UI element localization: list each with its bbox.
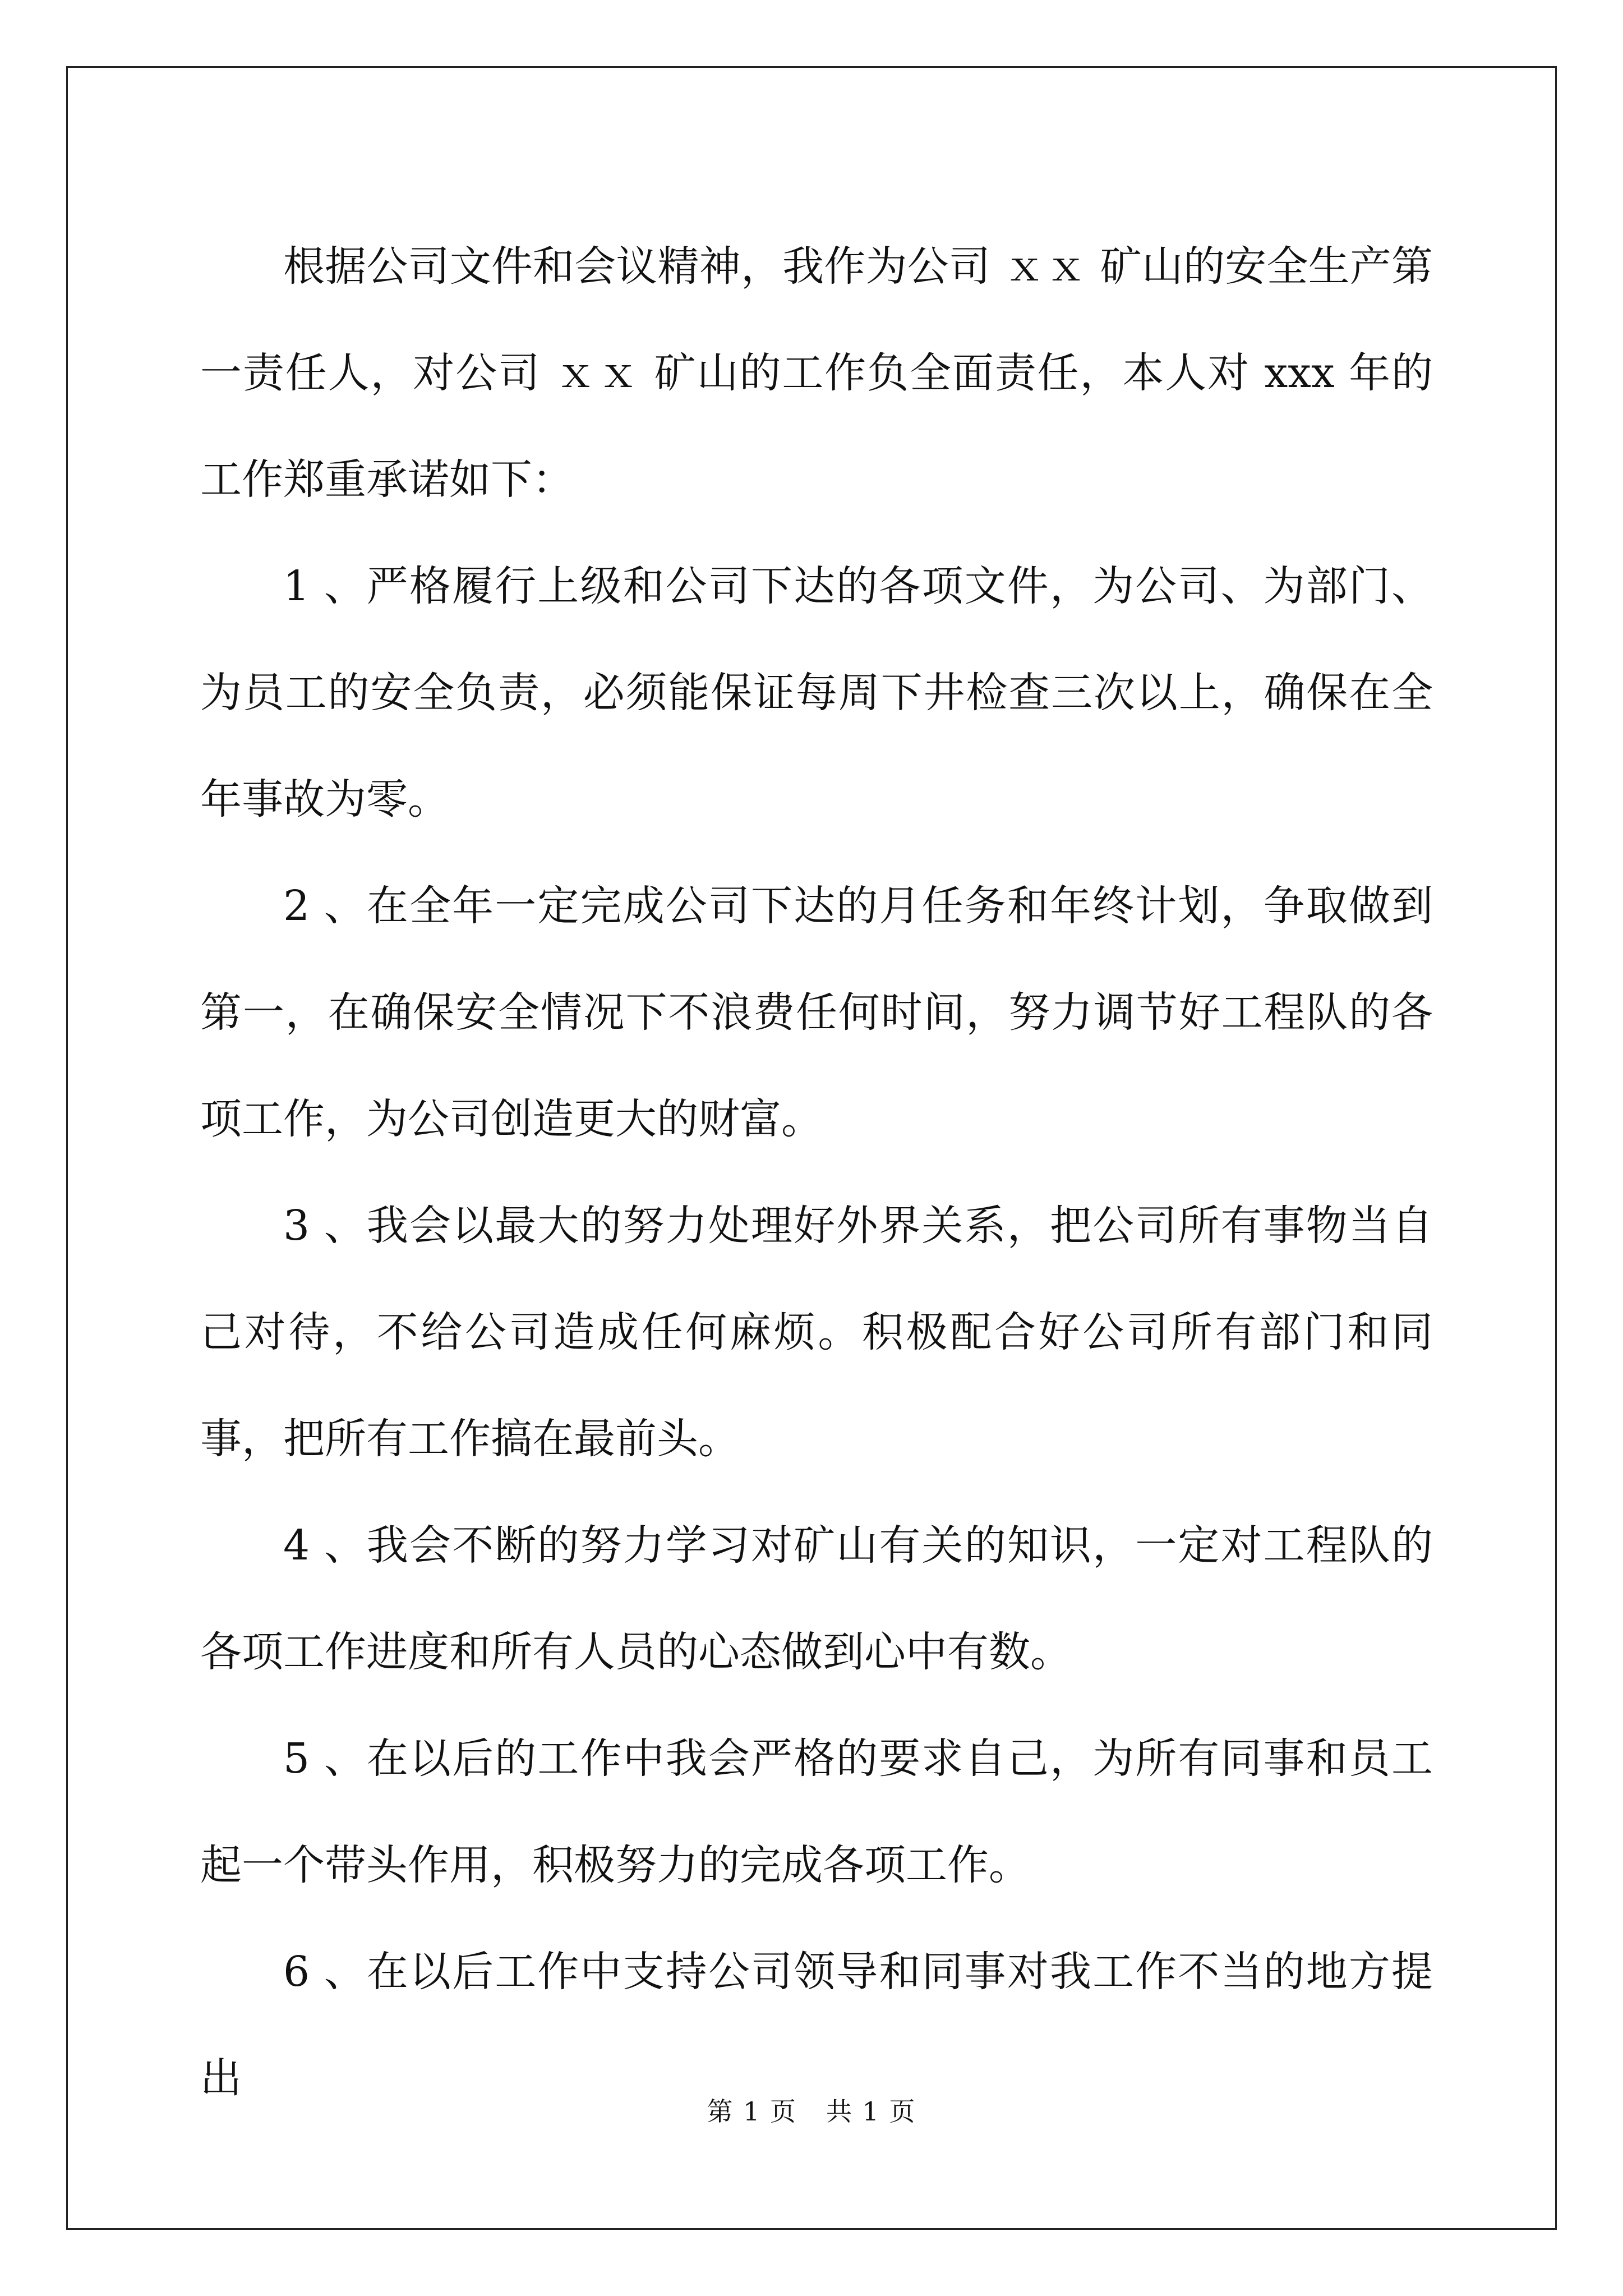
paragraph-intro: 根据公司文件和会议精神，我作为公司 ｘｘ 矿山的安全生产第一责任人，对公司 ｘｘ 矿山的工作负全面责任，本人对 xxx 年的工作郑重承诺如下：: [200, 242, 1433, 504]
page-number-current: 第 1 页: [707, 2096, 797, 2127]
paragraph-item-4: 4 、我会不断的努力学习对矿山有关的知识，一定对工程队的各项工作进度和所有人员的心态做到心中有数。: [200, 1521, 1433, 1676]
paragraph-item-5: 5 、在以后的工作中我会严格的要求自己，为所有同事和员工起一个带头作用，积极努力的完成各项工作。: [200, 1734, 1433, 1889]
paragraph-item-2: 2 、在全年一定完成公司下达的月任务和年终计划，争取做到第一，在确保安全情况下不浪费任何时间，努力调节好工程队的各项工作，为公司创造更大的财富。: [200, 882, 1433, 1143]
page-footer: [0, 2091, 1623, 2128]
paragraph-item-6: 6 、在以后工作中支持公司领导和同事对我工作不当的地方提出: [200, 1948, 1433, 2102]
page-number-total: 共 1 页: [826, 2096, 916, 2127]
paragraph-item-3: 3 、我会以最大的努力处理好外界关系，把公司所有事物当自己对待，不给公司造成任何麻烦。积极配合好公司所有部门和同事，把所有工作搞在最前头。: [200, 1202, 1433, 1463]
paragraph-item-1: 1 、严格履行上级和公司下达的各项文件，为公司、为部门、为员工的安全负责，必须能保证每周下井检查三次以上，确保在全年事故为零。: [200, 562, 1433, 823]
document-body: [200, 213, 1433, 2132]
